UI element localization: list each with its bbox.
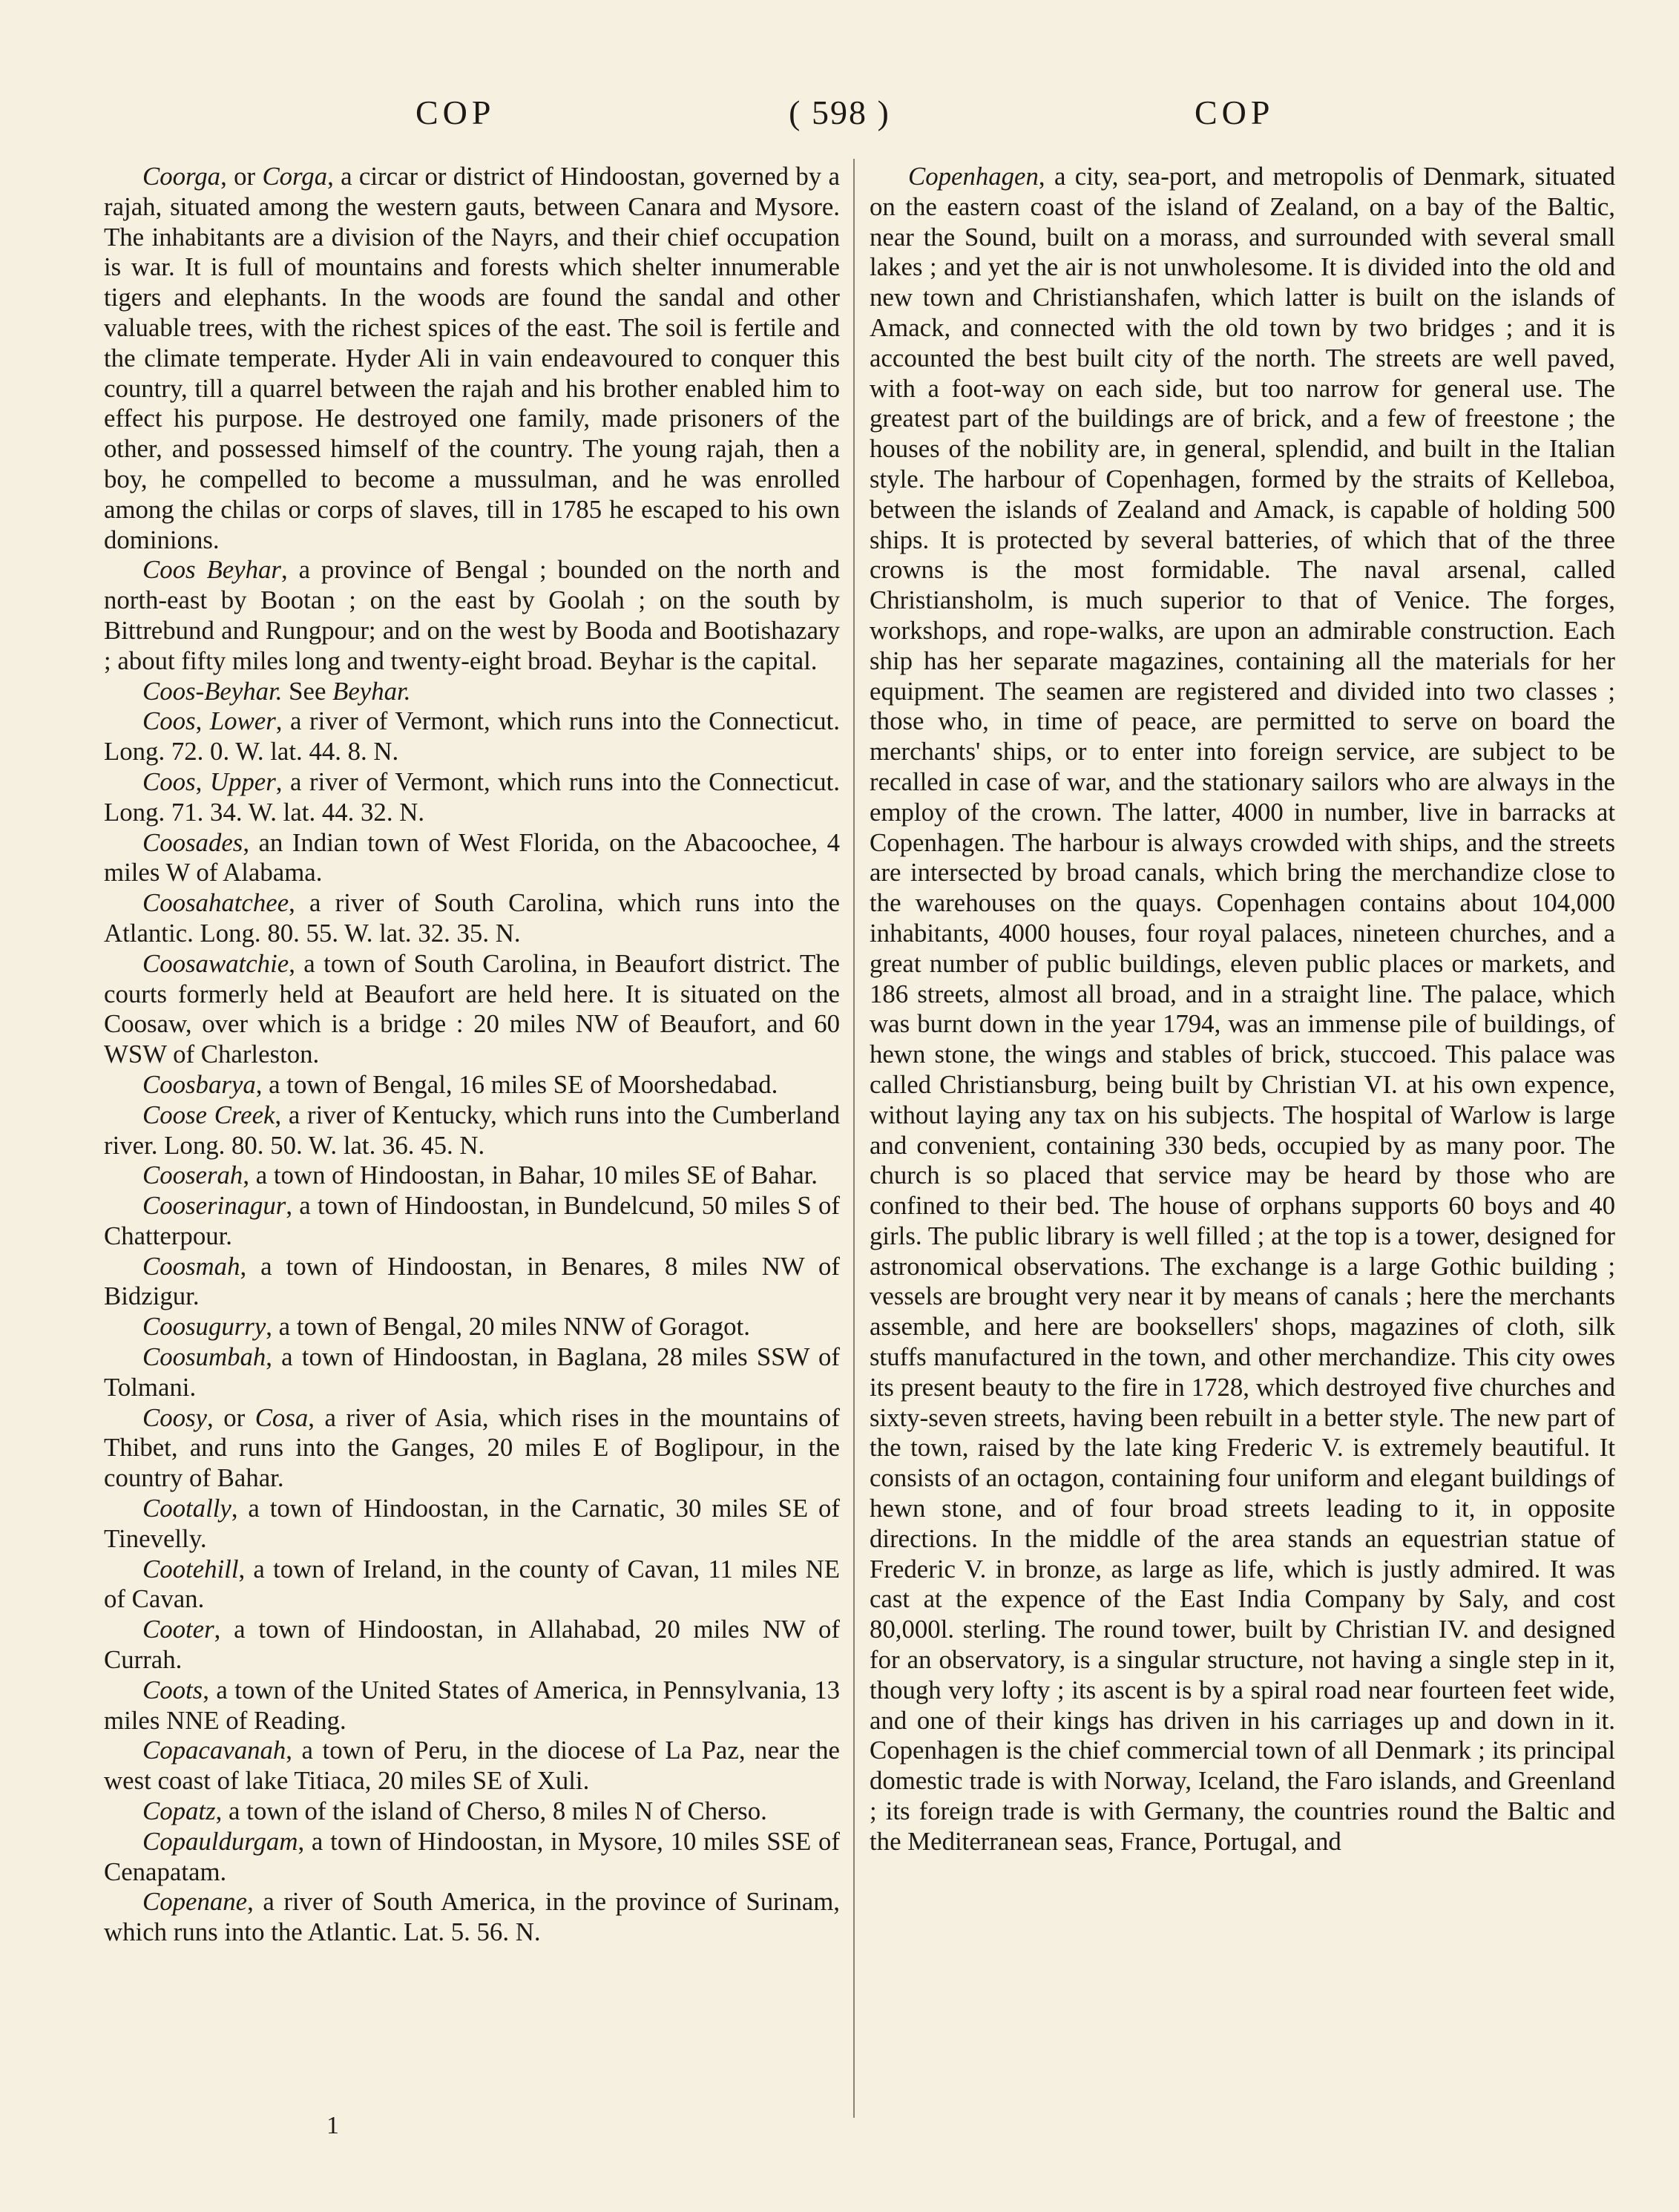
entry-text: , a town of Hindoostan, in Bundelcund, 50 miles S of Chatterpour. [104, 1191, 840, 1250]
entry-text: , a town of Bengal, 16 miles SE of Moorshedabad. [255, 1069, 778, 1099]
entry-headword: Coose Creek [142, 1100, 275, 1129]
gazetteer-entry [104, 1736, 840, 1796]
column-divider [853, 159, 855, 2118]
gazetteer-entry [104, 555, 840, 676]
entry-text: , a town of Peru, in the diocese of La Paz, near the west coast of lake Titiaca, 20 miles SE of Xuli. [104, 1736, 840, 1796]
header-left-catchword: COP [415, 93, 496, 131]
entry-headword: Cootehill [142, 1554, 239, 1583]
entry-headword: Coosahatchee [142, 888, 289, 918]
entry-headword: Coorga [142, 162, 221, 191]
gazetteer-entry [104, 767, 840, 828]
page-number: ( 598 ) [789, 93, 890, 131]
entry-variant-headword: Cosa [254, 1402, 309, 1432]
running-header [0, 93, 1679, 145]
entry-text: , a town of South Carolina, in Beaufort district. The courts formerly held at Beaufort are held here. It is situated on the Coosaw, over which is a bridge : 20 miles NW of Beaufort, and 60 WSW of Charleston. [104, 948, 840, 1069]
gazetteer-entry [104, 1100, 840, 1161]
right-column [870, 162, 1615, 1857]
entry-text: , a town of Hindoostan, in Allahabad, 20 miles NW of Currah. [104, 1615, 840, 1675]
entry-headword: Coosawatchie [142, 948, 289, 978]
entry-headword: Coos [142, 767, 196, 796]
entry-text: , a river of Vermont, which runs into the Connecticut. Long. 71. 34. W. lat. 44. 32. N. [104, 767, 840, 827]
entry-text: , a town of Hindoostan, in Bahar, 10 miles SE of Bahar. [243, 1161, 818, 1190]
gazetteer-entry [104, 828, 840, 889]
entry-headword: Copauldurgam [142, 1826, 298, 1856]
gazetteer-entry [104, 1342, 840, 1403]
gazetteer-entry [104, 888, 840, 949]
entry-text: , a river of Kentucky, which runs into the Cumberland river. Long. 80. 50. W. lat. 36. 45. N. [104, 1100, 841, 1160]
gazetteer-entry [104, 1494, 840, 1555]
gazetteer-entry [870, 162, 1615, 1857]
entry-headword: Cooserah [142, 1161, 243, 1190]
entry-text: , a town of Hindoostan, in Mysore, 10 miles SSE of Cenapatam. [104, 1826, 840, 1886]
entry-text: , a town of the United States of America, in Pennsylvania, 13 miles NNE of Reading. [104, 1675, 840, 1735]
entry-headword: Copacavanah [142, 1736, 286, 1765]
gazetteer-entry [104, 1191, 840, 1252]
gazetteer-entry [104, 1252, 840, 1313]
entry-text: , a town of Ireland, in the county of Cavan, 11 miles NE of Cavan. [104, 1554, 840, 1614]
entry-headword: Coosugurry [142, 1312, 266, 1342]
gazetteer-entry [104, 1676, 840, 1736]
entry-variant-headword: Upper [209, 767, 276, 796]
left-column [104, 162, 840, 1948]
entry-headword: Coosumbah [142, 1342, 266, 1372]
entry-separator: , or [207, 1402, 255, 1432]
entry-headword: Copenhagen [908, 162, 1039, 191]
entry-text: , a river of Asia, which rises in the mountains of Thibet, and runs into the Ganges, 20 miles E of Boglipour, in the country of Bahar. [104, 1402, 840, 1493]
entry-headword: Cooter [142, 1615, 214, 1644]
entry-text: , a river of South America, in the province of Surinam, which runs into the Atlantic. Lat. 5. 56. N. [104, 1887, 840, 1947]
gazetteer-entry [104, 677, 840, 707]
gazetteer-entry [104, 706, 840, 767]
entry-text: , a city, sea-port, and metropolis of Denmark, situated on the eastern coast of the island of Zealand, on a bay of the Baltic, near the Sound, built on a morass, and surrounded with several small lakes ; and yet the air is not unwholesome. It is divided into the old and new town and Christianshafen, which latter is built on the islands of Amack, and connected with the old town by two bridges ; and it is accounted the best built city of the north. The streets are well paved, with a foot-way on each side, but too narrow for general use. The greatest part of the buildings are of brick, and a few of freestone ; the houses of the nobility are, in general, splendid, and built in the Italian style. The harbour of Copenhagen, formed by the straits of Kelleboa, between the islands of Zealand and Amack, is capable of holding 500 ships. It is protected by several batteries, of which that of the three crowns is the most formidable. The naval arsenal, called Christiansholm, is much superior to that of Venice. The forges, workshops, and rope-walks, are upon an admirable construction. Each ship has her separate magazines, containing all the materials for her equipment. The seamen are registered and divided into two classes ; those who, in time of peace, are permitted to serve on board the merchants' ships, or to enter into foreign service, are subject to be recalled in case of war, and the stationary sailors who are always in the employ of the crown. The latter, 4000 in number, live in barracks at Copenhagen. The harbour is always crowded with ships, and the streets are intersected by broad canals, which bring the merchandize close to the warehouses on the quays. Copenhagen contains about 104,000 inhabitants, 4000 houses, four royal palaces, nineteen churches, and a great number of public buildings, eleven public places or markets, and 186 streets, almost all broad, and in a straight line. The palace, which was burnt down in the year 1794, was an immense pile of buildings, of hewn stone, the wings and stables of brick, stuccoed. This palace was called Christiansburg, being built by Christian VI. at his own expence, without laying any tax on his subjects. The hospital of Warlow is large and convenient, containing 330 beds, occupied by as many poor. The church is so placed that service may be heard by those who are confined to their bed. The house of orphans supports 60 boys and 40 girls. The public library is well filled ; at the top is a tower, designed for astronomical observations. The exchange is a large Gothic building ; vessels are brought very near it by means of canals ; here the merchants assemble, and here are booksellers' shops, magazines of cloth, silk stuffs manufactured in the town, and other merchandize. This city owes its present beauty to the fire in 1728, which destroyed five churches and sixty-seven streets, having been rebuilt in a better style. The new part of the town, raised by the late king Frederic V. is extremely beautiful. It consists of an octagon, containing four uniform and elegant buildings of hewn stone, and of four broad streets leading to it, in opposite directions. In the middle of the area stands an equestrian statue of Frederic V. in bronze, as large as life, which is justly admired. It was cast at the expence of the East India Company by Saly, and cost 80,000l. sterling. The round tower, built by Christian IV. and designed for an observatory, is a singular structure, not having a single step in it, though very lofty ; its ascent is by a spiral road near fourteen feet wide, and one of their kings has driven in his carriages up and down in it. Copenhagen is the chief commercial town of all Denmark ; its principal domestic trade is with Norway, Iceland, the Faro islands, and Greenland ; its foreign trade is with Germany, the countries round the Baltic and the Mediterranean seas, France, Portugal, and [870, 162, 1615, 1856]
gazetteer-entry [104, 1796, 840, 1827]
entry-text: , an Indian town of West Florida, on the Abacoochee, 4 miles W of Alabama. [104, 827, 840, 887]
entry-variant-headword: Corga [262, 162, 328, 191]
gazetteer-entry [104, 1887, 840, 1948]
entry-separator: , [195, 706, 210, 736]
entry-text: , a river of South Carolina, which runs into the Atlantic. Long. 80. 55. W. lat. 32. 35. N. [104, 888, 840, 948]
entry-separator: , [195, 767, 210, 796]
entry-text: , a town of Bengal, 20 miles NNW of Goragot. [266, 1312, 750, 1342]
entry-text: , a province of Bengal ; bounded on the north and north-east by Bootan ; on the east by Goolah ; on the south by Bittrebund and Rungpour; and on the west by Booda and Bootishazary ; about fifty miles long and twenty-eight broad. Beyhar is the capital. [104, 555, 840, 675]
gazetteer-entry [104, 1555, 840, 1615]
entry-headword: Coos Beyhar [142, 555, 281, 585]
entry-headword: Coosades [142, 827, 243, 857]
gazetteer-entry [104, 1312, 840, 1342]
gazetteer-entry [104, 1161, 840, 1191]
entry-text: , a circar or district of Hindoostan, governed by a rajah, situated among the western gauts, between Canara and Mysore. The inhabitants are a division of the Nayrs, and their chief occupation is war. It is full of mountains and forests which shelter innumerable tigers and elephants. In the woods are found the sandal and other valuable trees, with the richest spices of the east. The soil is fertile and the climate temperate. Hyder Ali in vain endeavoured to conquer this country, till a quarrel between the rajah and his brother enabled him to effect his purpose. He destroyed one family, made prisoners of the other, and possessed himself of the country. The young rajah, then a boy, he compelled to become a mussulman, and he was enrolled among the chilas or corps of slaves, till in 1785 he escaped to his own dominions. [104, 162, 840, 554]
gazetteer-entry [104, 1615, 840, 1676]
entry-text: , a town of Hindoostan, in the Carnatic, 30 miles SE of Tinevelly. [104, 1494, 840, 1553]
signature-mark: 1 [326, 2112, 339, 2139]
entry-headword: Coosbarya [142, 1069, 256, 1099]
entry-text: , a town of Hindoostan, in Benares, 8 miles NW of Bidzigur. [104, 1251, 840, 1311]
entry-headword: Coots [142, 1675, 203, 1704]
gazetteer-entry [104, 1403, 840, 1494]
entry-headword: Coos-Beyhar. [142, 676, 283, 706]
entry-headword: Copenane [142, 1887, 248, 1917]
gazetteer-entry [104, 949, 840, 1070]
entry-headword: Cootally [142, 1494, 231, 1523]
entry-text: , a town of Hindoostan, in Baglana, 28 miles SSW of Tolmani. [104, 1342, 840, 1402]
entry-separator: , or [220, 162, 263, 191]
gazetteer-entry [104, 1827, 840, 1888]
entry-text: , a river of Vermont, which runs into the Connecticut. Long. 72. 0. W. lat. 44. 8. N. [104, 706, 840, 767]
entry-headword: Cooserinagur [142, 1191, 286, 1221]
header-right-catchword: COP [1195, 93, 1275, 131]
entry-variant-headword: Lower [209, 706, 276, 736]
gazetteer-entry [104, 1070, 840, 1100]
entry-headword: Coosy [142, 1402, 207, 1432]
entry-headword: Coosmah [142, 1251, 240, 1281]
entry-text: , a town of the island of Cherso, 8 miles N of Cherso. [215, 1796, 767, 1826]
entry-separator: See [282, 676, 333, 706]
entry-headword: Copatz [142, 1796, 216, 1826]
entry-headword: Coos [142, 706, 196, 736]
entry-variant-headword: Beyhar. [332, 676, 411, 706]
gazetteer-entry [104, 162, 840, 555]
